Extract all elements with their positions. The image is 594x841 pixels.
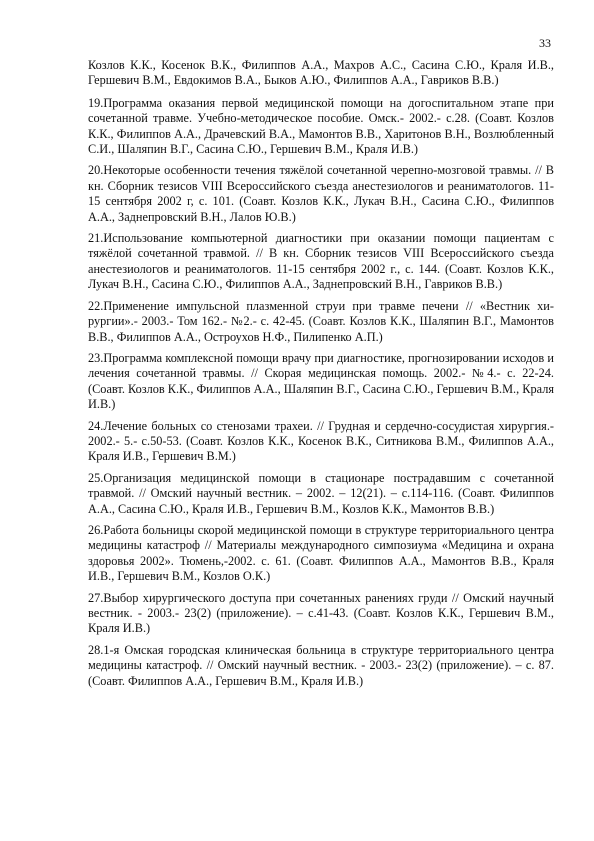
- entry-number: 20.: [88, 163, 104, 178]
- entry-number: 19.: [88, 95, 104, 110]
- entry-text: Некоторые особенности течения тяжёлой сочетанной черепно-мозговой травмы. // В кн. Сборник тезисов VIII Всероссийского съезда анестезиологов и реаниматологов. 11-15 сентября 2002 г, с. 101. (Соавт. Козлов К.К., Лукач В.Н., Сасина С.Ю., Филиппов А.А., Заднепровский В.Н., Лалов Ю.В.): [88, 163, 554, 224]
- entry-number: 21.: [88, 231, 104, 246]
- entry-text: Использование компьютерной диагностики при оказании помощи пациентам с тяжёлой сочетанной травмой. // В кн. Сборник тезисов VIII Всероссийского съезда анестезиологов и реаниматологов. 11-15 сентября 2002 г., с. 144. (Соавт. Козлов К.К., Лукач В.Н., Сасина С.Ю., Филиппов А.А., Заднепровский В.Н., Гавриков В.В.): [88, 231, 554, 292]
- entry-text: Организация медицинской помощи в стационаре пострадавшим с сочетанной травмой. // Омский научный вестник. – 2002. – 12(21). – с.114-116. (Соавт. Филиппов А.А., Сасина С.Ю., Краля И.В., Гершевич В.М., Козлов К.К., Мамонтов В.В.): [88, 470, 554, 516]
- entry-text: Применение импульсной плазменной струи при травме печени // «Вестник хирургии».- 2003.- Том 162.- №2.- с. 42-45. (Соавт. Козлов К.К., Шаляпин В.Г., Мамонтов В.В., Филиппов А.А., Остроухов Н.Ф., Пилипенко А.П.): [88, 298, 554, 344]
- entry-text: Выбор хирургического доступа при сочетанных ранениях груди // Омский научный вестник. - 2003.- 23(2) (приложение). – с.41-43. (Соавт. Козлов К.К., Гершевич В.М., Краля И.В.): [88, 590, 554, 636]
- entry-text: Козлов К.К., Косенок В.К., Филиппов А.А., Махров А.С., Сасина С.Ю., Краля И.В., Гершевич В.М., Евдокимов В.А., Быков А.Ю., Филиппов А.А., Гавриков В.В.): [88, 58, 554, 88]
- entry-text: Программа комплексной помощи врачу при диагностике, прогнозировании исходов и лечения сочетанной травмы. // Скорая медицинская помощь. 2002.- №4.- с. 22-24. (Соавт. Козлов К.К., Филиппов А.А., Шаляпин В.Г., Сасина С.Ю., Гершевич В.М., Краля И.В.): [88, 350, 554, 412]
- entry-text: Лечение больных со стенозами трахеи. // Грудная и сердечно-сосудистая хирургия.- 2002.- 5.- с.50-53. (Соавт. Козлов К.К., Косенок В.К., Ситникова В.М., Филиппов А.А., Краля И.В., Гершевич В.М.): [88, 418, 554, 464]
- bibliography-entry-21: [88, 231, 554, 293]
- entry-number: 27.: [88, 590, 104, 605]
- entry-text: Работа больницы скорой медицинской помощи в структуре территориального центра медицины катастроф // Материалы международного симпозиума «Медицина и охрана здоровья 2002». Тюмень,-2002. с. 61. (Соавт. Филиппов А.А., Мамонтов В.В., Краля И.В., Гершевич В.М., Козлов О.К.): [88, 522, 554, 584]
- entry-text: Программа оказания первой медицинской помощи на догоспитальном этапе при сочетанной травме. Учебно-методическое пособие. Омск.- 2002.- с.28. (Соавт. Козлов К.К., Филиппов А.А., Драчевский В.А., Мамонтов В.В., Харитонов В.Н., Возлюбленный С.И., Шаляпин В.Г., Сасина С.Ю., Гершевич В.М., Краля И.В.): [88, 95, 554, 157]
- entry-number: 22.: [88, 298, 104, 313]
- bibliography-entry-25: [88, 471, 554, 517]
- bibliography-entry-24: [88, 419, 554, 465]
- page-number: 33: [539, 36, 551, 50]
- entry-number: 28.: [88, 642, 104, 657]
- entry-number: 25.: [88, 470, 104, 485]
- bibliography-entry-26: [88, 523, 554, 585]
- entry-text: 1-я Омская городская клиническая больница в структуре территориального центра медицины катастроф. // Омский научный вестник. - 2003.- 23(2) (приложение). – с. 87. (Соавт. Филиппов А.А., Гершевич В.М., Краля И.В.): [88, 642, 554, 688]
- bibliography-entry-22: [88, 299, 554, 345]
- bibliography-entry-28: [88, 643, 554, 689]
- entry-number: 24.: [88, 418, 104, 433]
- bibliography-entry-19: [88, 96, 554, 158]
- entry-number: 26.: [88, 522, 104, 537]
- bibliography-entry-20: [88, 163, 554, 225]
- bibliography-entry-27: [88, 591, 554, 637]
- bibliography-entry-continued: [88, 58, 554, 89]
- bibliography-list: [88, 58, 554, 695]
- entry-number: 23.: [88, 350, 104, 365]
- bibliography-entry-23: [88, 351, 554, 413]
